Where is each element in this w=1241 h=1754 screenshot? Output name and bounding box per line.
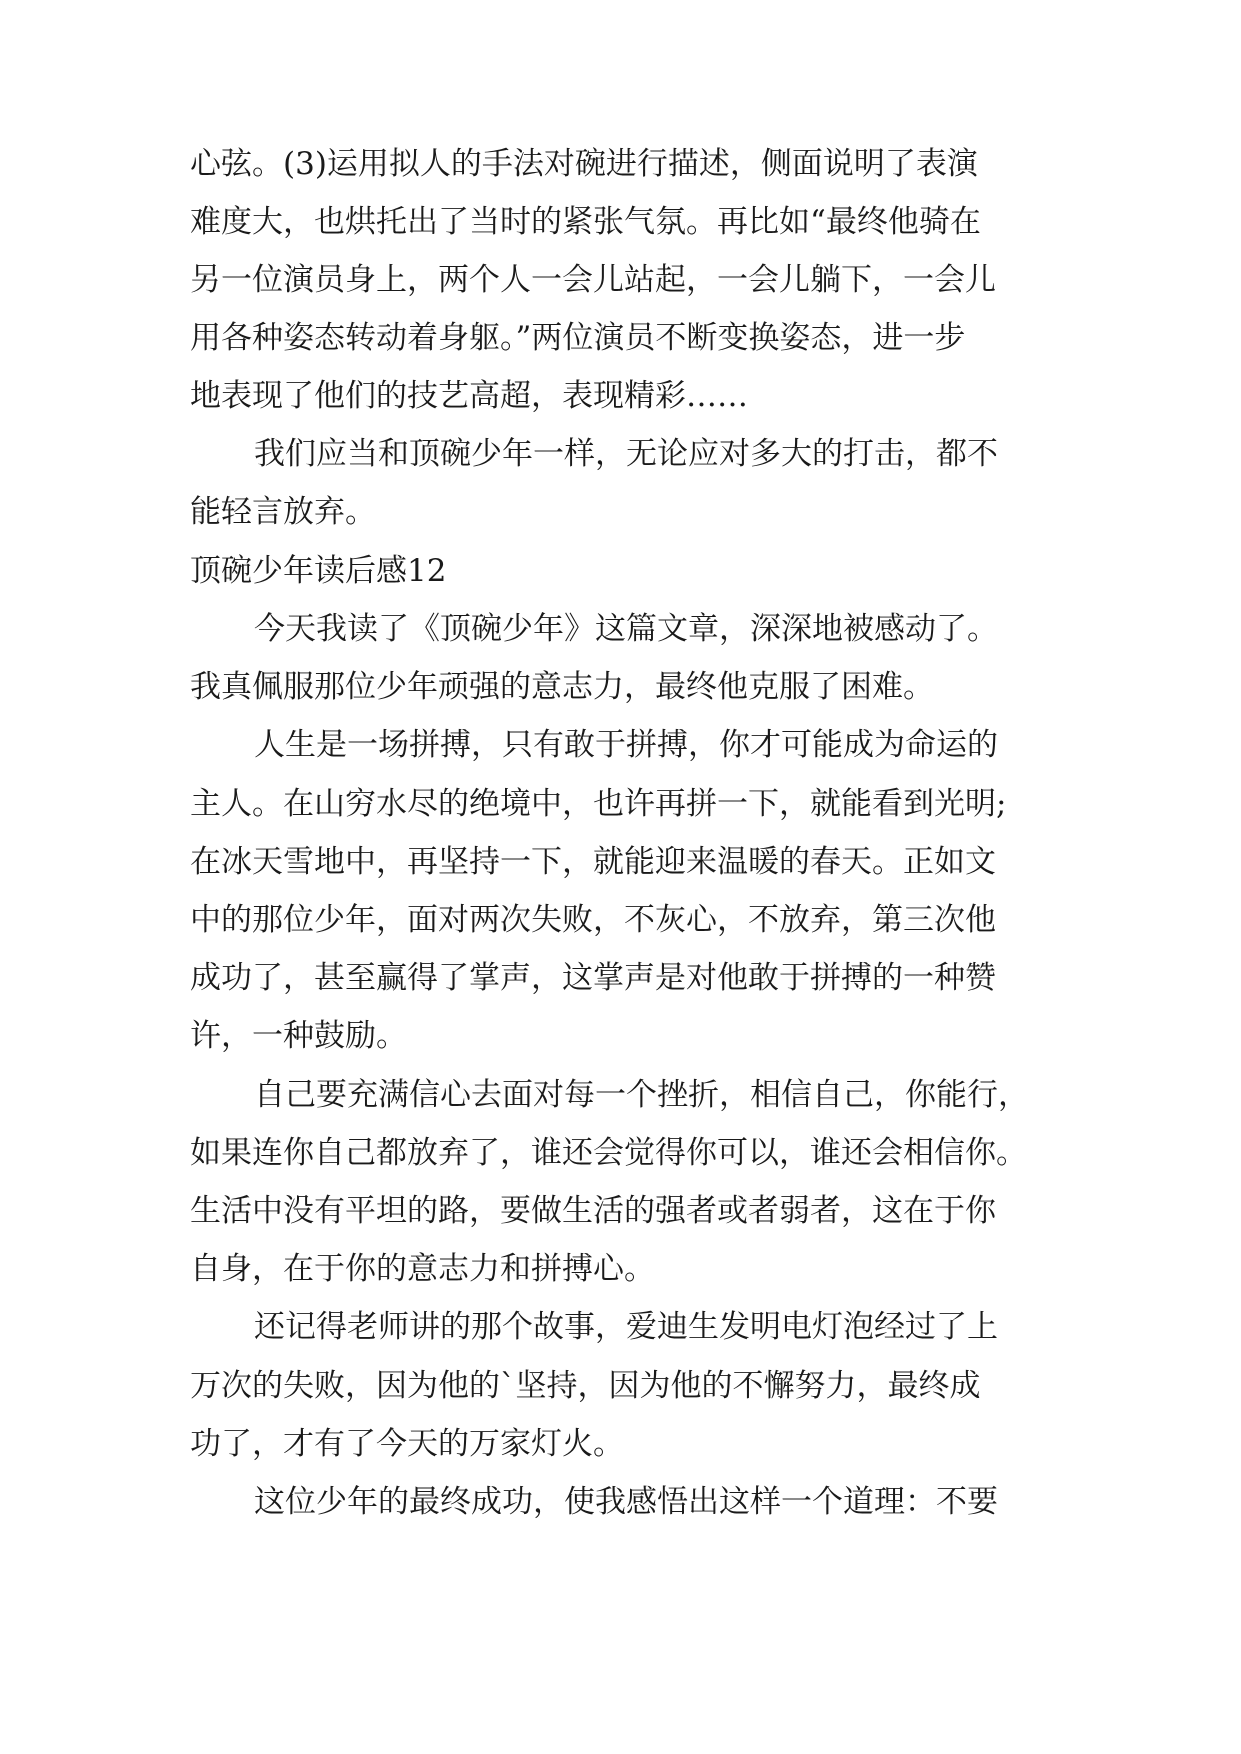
- text-line: 功了，才有了今天的万家灯火。: [190, 1426, 624, 1462]
- text-line: 难度大，也烘托出了当时的紧张气氛。再比如“最终他骑在: [190, 204, 981, 240]
- text-line: 许，一种鼓励。: [190, 1018, 407, 1054]
- section-heading: 顶碗少年读后感12: [190, 553, 447, 589]
- text-line: 生活中没有平坦的路，要做生活的强者或者弱者，这在于你: [190, 1193, 996, 1229]
- paragraph-first-line: 人生是一场拼搏，只有敢于拼搏，你才可能成为命运的: [254, 727, 998, 763]
- paragraph-first-line: 我们应当和顶碗少年一样，无论应对多大的打击，都不: [254, 436, 998, 472]
- text-line: 自身，在于你的意志力和拼搏心。: [190, 1251, 655, 1287]
- text-line: 另一位演员身上，两个人一会儿站起，一会儿躺下，一会儿: [190, 262, 996, 298]
- text-line: 能轻言放弃。: [190, 494, 376, 530]
- text-line: 成功了，甚至赢得了掌声，这掌声是对他敢于拼搏的一种赞: [190, 960, 996, 996]
- text-line: 心弦。(3)运用拟人的手法对碗进行描述，侧面说明了表演: [190, 146, 978, 182]
- text-line: 万次的失败，因为他的`坚持，因为他的不懈努力，最终成: [190, 1368, 981, 1404]
- text-line: 用各种姿态转动着身躯。”两位演员不断变换姿态，进一步: [190, 320, 966, 356]
- text-line: 如果连你自己都放弃了，谁还会觉得你可以，谁还会相信你。: [190, 1135, 1027, 1171]
- text-line: 中的那位少年，面对两次失败，不灰心，不放弃，第三次他: [190, 902, 996, 938]
- text-line: 主人。在山穷水尽的绝境中，也许再拼一下，就能看到光明;: [190, 786, 1007, 822]
- text-line: 在冰天雪地中，再坚持一下，就能迎来温暖的春天。正如文: [190, 844, 996, 880]
- text-line: 我真佩服那位少年顽强的意志力，最终他克服了困难。: [190, 669, 934, 705]
- paragraph-first-line: 还记得老师讲的那个故事，爱迪生发明电灯泡经过了上: [254, 1309, 998, 1345]
- paragraph-first-line: 这位少年的最终成功，使我感悟出这样一个道理：不要: [254, 1484, 998, 1520]
- text-line: 地表现了他们的技艺高超，表现精彩……: [190, 378, 748, 414]
- paragraph-first-line: 自己要充满信心去面对每一个挫折，相信自己，你能行，: [254, 1077, 1029, 1113]
- paragraph-first-line: 今天我读了《顶碗少年》这篇文章，深深地被感动了。: [254, 611, 998, 647]
